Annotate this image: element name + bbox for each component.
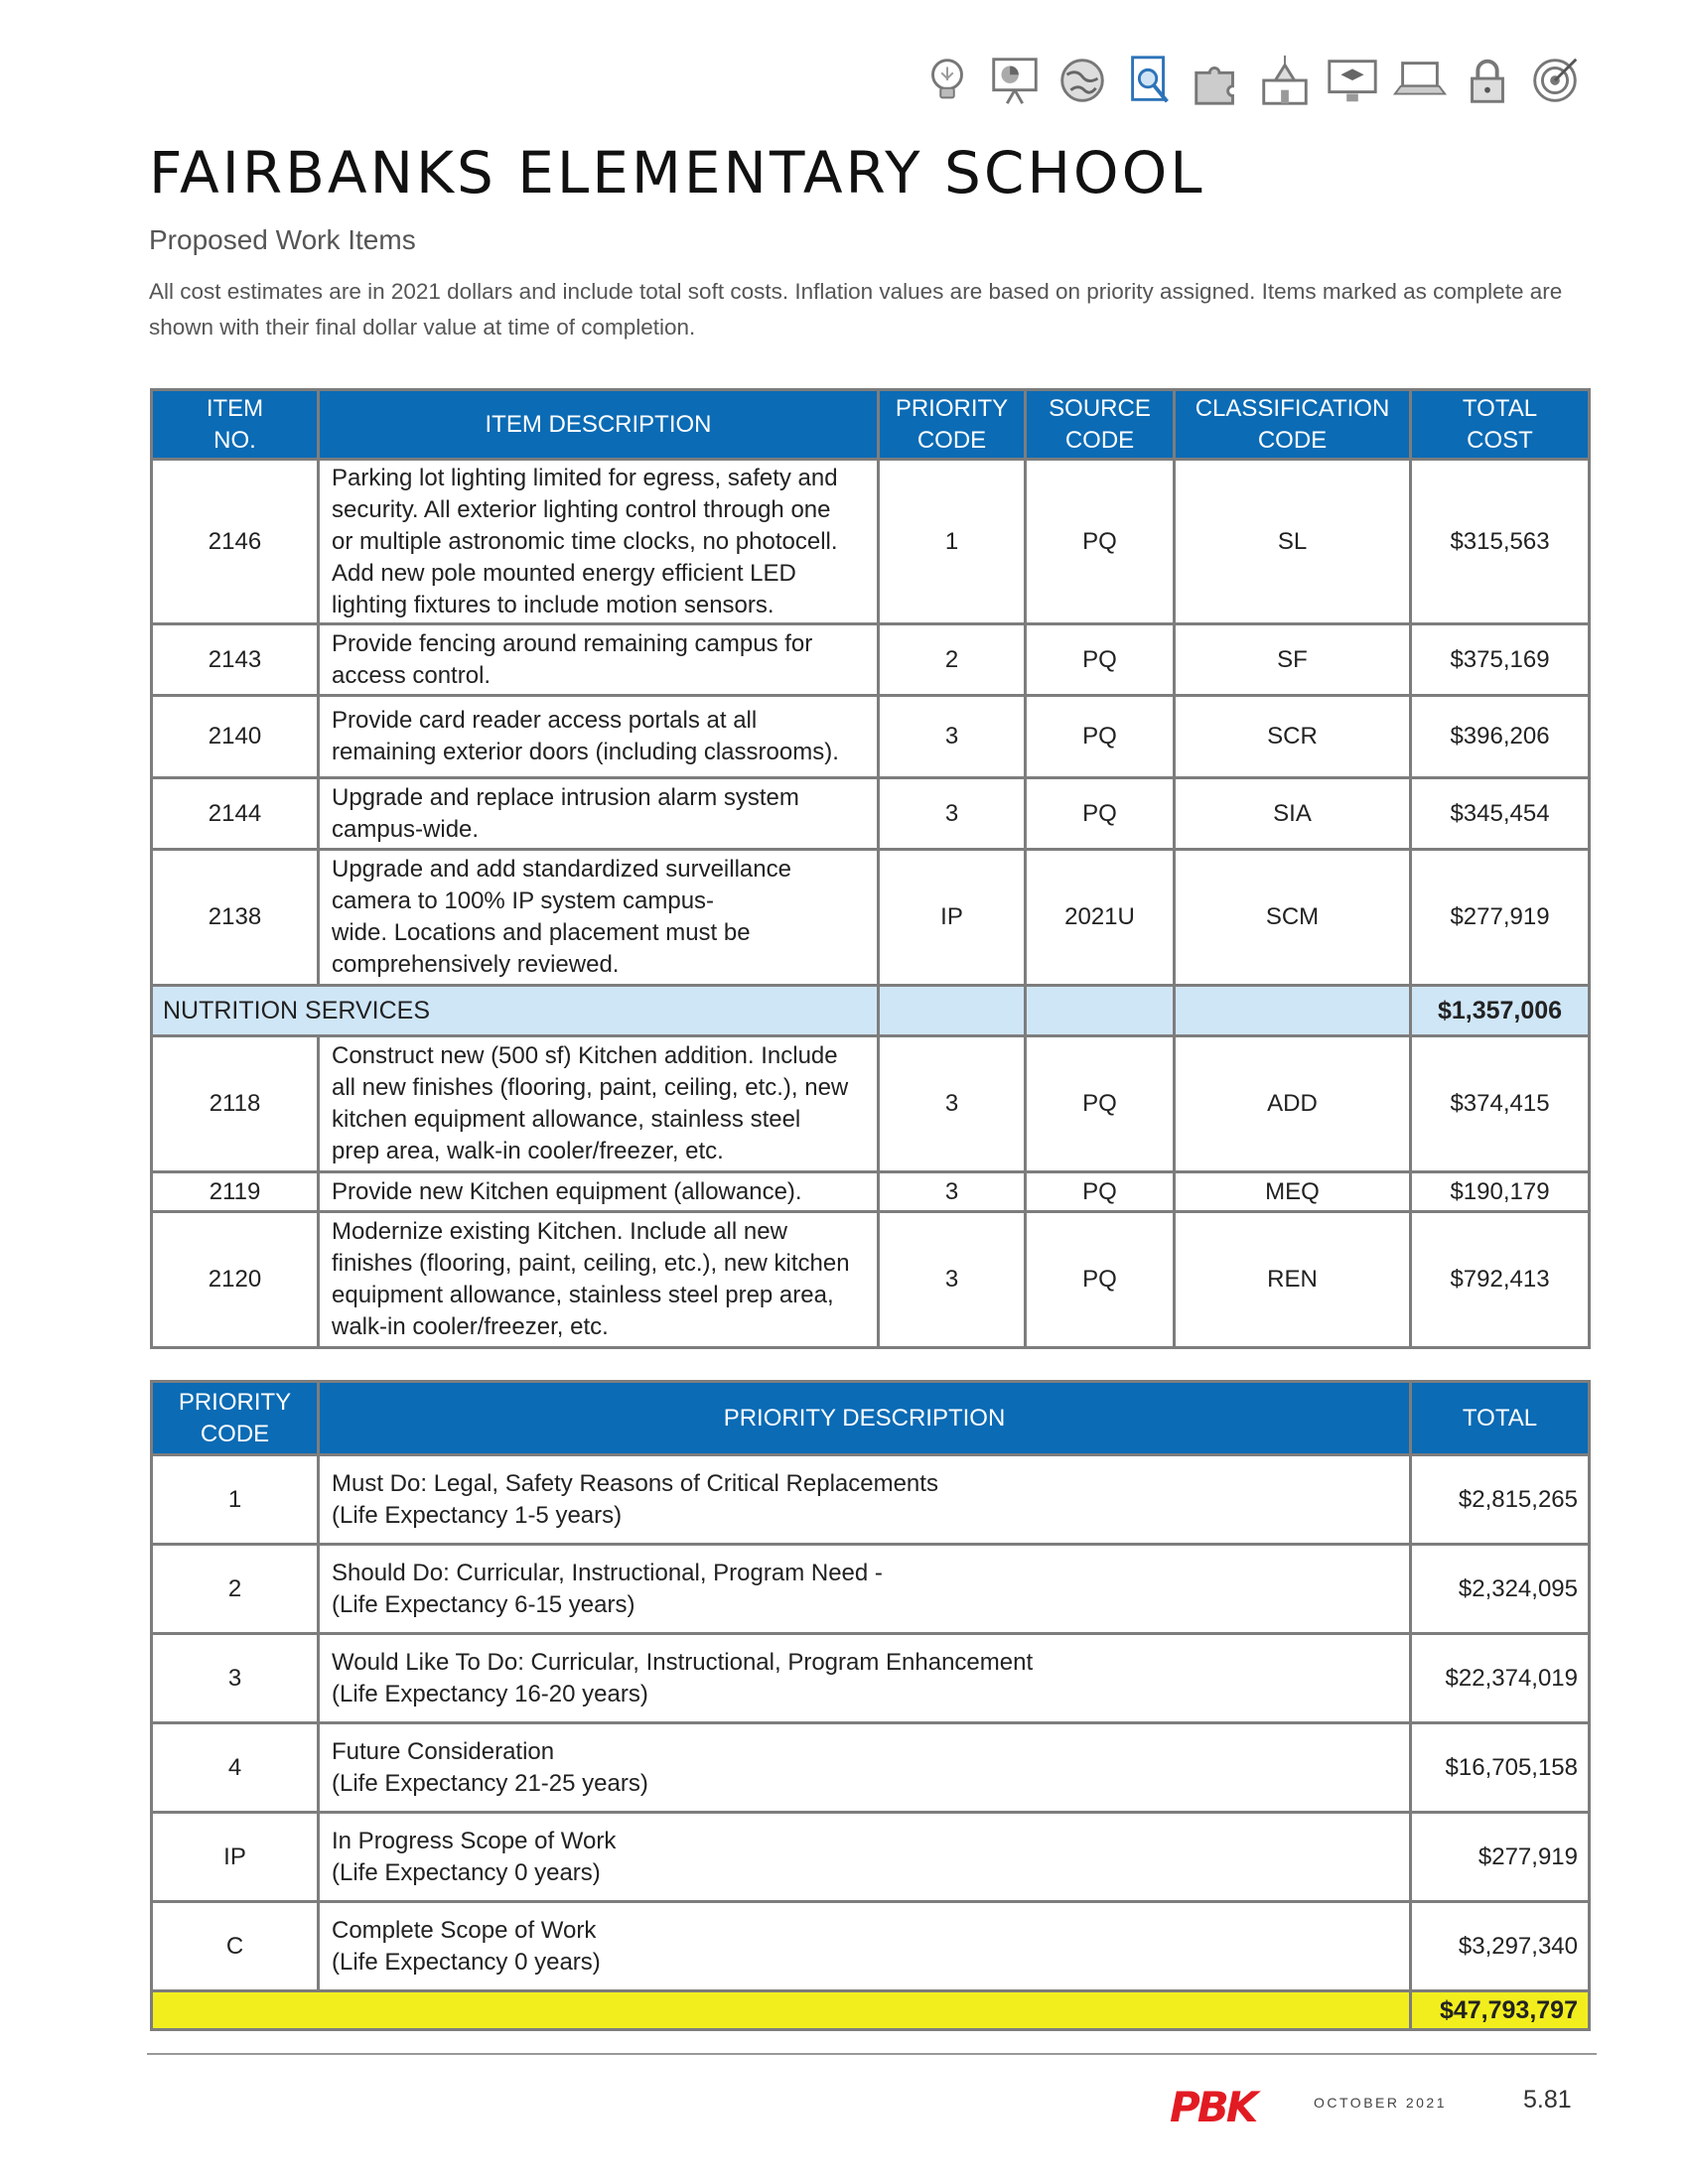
table-row — [152, 1036, 1590, 1172]
magnifier-document-icon — [1121, 52, 1179, 109]
classification-code: SCR — [1175, 696, 1411, 778]
item-description: Parking lot lighting limited for egress, safety and security. All exterior lighting control through one or multiple astronomic time clocks, no photocell. Add new pole mounted energy efficient LED lighting fixtures to include motion sensors. — [319, 460, 879, 624]
item-description: Provide card reader access portals at all remaining exterior doors (including classrooms). — [319, 696, 879, 778]
priority-code: 1 — [879, 460, 1026, 624]
section-empty-cell — [1175, 986, 1411, 1036]
page-number: 5.81 — [1523, 2086, 1572, 2114]
table-row — [152, 1902, 1590, 1991]
section-empty-cell — [879, 986, 1026, 1036]
priority-code: C — [152, 1902, 319, 1991]
item-description: Construct new (500 sf) Kitchen addition. Include all new finishes (flooring, paint, ceiling, etc.), new kitchen equipment allowance, stainless steel prep area, walk-in cooler/freezer, etc. — [319, 1036, 879, 1172]
grand-total-row — [152, 1991, 1590, 2030]
source-code: PQ — [1026, 1036, 1175, 1172]
source-code: PQ — [1026, 1172, 1175, 1212]
work-table-header-row — [152, 390, 1590, 460]
priority-description: Would Like To Do: Curricular, Instructional, Program Enhancement (Life Expectancy 16-20 years) — [319, 1634, 1411, 1723]
classification-code: REN — [1175, 1212, 1411, 1348]
priority-summary-table — [150, 1380, 1591, 2031]
header-priority-code: PRIORITY CODE — [879, 390, 1026, 460]
target-icon — [1526, 52, 1584, 109]
table-row — [152, 1172, 1590, 1212]
priority-code: 1 — [152, 1455, 319, 1545]
classification-code: MEQ — [1175, 1172, 1411, 1212]
priority-code: 2 — [879, 624, 1026, 696]
section-total: $1,357,006 — [1411, 986, 1590, 1036]
priority-description: Must Do: Legal, Safety Reasons of Critical Replacements (Life Expectancy 1-5 years) — [319, 1455, 1411, 1545]
item-no: 2140 — [152, 696, 319, 778]
priority-description: Future Consideration (Life Expectancy 21-25 years) — [319, 1723, 1411, 1813]
presentation-board-icon — [986, 52, 1044, 109]
table-row — [152, 696, 1590, 778]
item-no: 2146 — [152, 460, 319, 624]
header-priority-description: PRIORITY DESCRIPTION — [319, 1382, 1411, 1455]
priority-code: IP — [152, 1813, 319, 1902]
pbk-logo: PBK — [1170, 2083, 1256, 2131]
table-row — [152, 850, 1590, 986]
work-items-table — [150, 388, 1591, 1349]
priority-code: 4 — [152, 1723, 319, 1813]
total-cost: $277,919 — [1411, 850, 1590, 986]
item-no: 2119 — [152, 1172, 319, 1212]
table-row — [152, 1455, 1590, 1545]
item-no: 2138 — [152, 850, 319, 986]
item-no: 2143 — [152, 624, 319, 696]
footer-divider — [147, 2053, 1597, 2055]
total-cost: $792,413 — [1411, 1212, 1590, 1348]
item-no: 2120 — [152, 1212, 319, 1348]
header-total-cost: TOTAL COST — [1411, 390, 1590, 460]
total-cost: $345,454 — [1411, 778, 1590, 850]
section-empty-cell — [1026, 986, 1175, 1036]
school-building-icon — [1256, 52, 1314, 109]
priority-code: 3 — [879, 1036, 1026, 1172]
table-row — [152, 1813, 1590, 1902]
classification-code: SL — [1175, 460, 1411, 624]
source-code: PQ — [1026, 1212, 1175, 1348]
item-description: Provide fencing around remaining campus for access control. — [319, 624, 879, 696]
laptop-icon — [1391, 52, 1449, 109]
header-icon-strip — [918, 52, 1584, 109]
source-code: PQ — [1026, 460, 1175, 624]
priority-description: In Progress Scope of Work (Life Expectancy 0 years) — [319, 1813, 1411, 1902]
table-row — [152, 624, 1590, 696]
classification-code: ADD — [1175, 1036, 1411, 1172]
globe-icon — [1054, 52, 1111, 109]
priority-code: 3 — [152, 1634, 319, 1723]
priority-code: 3 — [879, 696, 1026, 778]
table-row — [152, 460, 1590, 624]
source-code: PQ — [1026, 778, 1175, 850]
page-subtitle: Proposed Work Items — [149, 224, 416, 255]
header-item-description: ITEM DESCRIPTION — [319, 390, 879, 460]
total-cost: $374,415 — [1411, 1036, 1590, 1172]
priority-total: $3,297,340 — [1411, 1902, 1590, 1991]
classification-code: SF — [1175, 624, 1411, 696]
header-item-no: ITEM NO. — [152, 390, 319, 460]
priority-code: 3 — [879, 1172, 1026, 1212]
item-description: Modernize existing Kitchen. Include all new finishes (flooring, paint, ceiling, etc.), new kitchen equipment allowance, stainless steel prep area, walk-in cooler/freezer, etc. — [319, 1212, 879, 1348]
grand-total: $47,793,797 — [1411, 1991, 1590, 2030]
item-description: Upgrade and replace intrusion alarm system campus-wide. — [319, 778, 879, 850]
priority-total: $277,919 — [1411, 1813, 1590, 1902]
page-title: FAIRBANKS ELEMENTARY SCHOOL — [149, 139, 1205, 206]
total-cost: $396,206 — [1411, 696, 1590, 778]
priority-total: $2,324,095 — [1411, 1545, 1590, 1634]
classification-code: SIA — [1175, 778, 1411, 850]
lightbulb-icon — [918, 52, 976, 109]
source-code: PQ — [1026, 696, 1175, 778]
item-no: 2144 — [152, 778, 319, 850]
puzzle-pieces-icon — [1189, 52, 1246, 109]
priority-description: Should Do: Curricular, Instructional, Program Need - (Life Expectancy 6-15 years) — [319, 1545, 1411, 1634]
priority-code: 3 — [879, 778, 1026, 850]
table-row — [152, 778, 1590, 850]
monitor-graduation-icon — [1324, 52, 1381, 109]
source-code: 2021U — [1026, 850, 1175, 986]
priority-description: Complete Scope of Work (Life Expectancy 0 years) — [319, 1902, 1411, 1991]
item-no: 2118 — [152, 1036, 319, 1172]
table-row — [152, 1212, 1590, 1348]
item-description: Provide new Kitchen equipment (allowance). — [319, 1172, 879, 1212]
header-classification-code: CLASSIFICATION CODE — [1175, 390, 1411, 460]
intro-paragraph: All cost estimates are in 2021 dollars and include total soft costs. Inflation values are based on priority assigned. Items marked as complete are shown with their final dollar value at time of completion. — [149, 279, 1563, 340]
priority-code: IP — [879, 850, 1026, 986]
table-row — [152, 1545, 1590, 1634]
priority-code: 3 — [879, 1212, 1026, 1348]
priority-code: 2 — [152, 1545, 319, 1634]
section-row-nutrition-services — [152, 986, 1590, 1036]
padlock-icon — [1459, 52, 1516, 109]
priority-total: $22,374,019 — [1411, 1634, 1590, 1723]
source-code: PQ — [1026, 624, 1175, 696]
priority-total: $16,705,158 — [1411, 1723, 1590, 1813]
total-cost: $375,169 — [1411, 624, 1590, 696]
header-priority-code: PRIORITY CODE — [152, 1382, 319, 1455]
section-name: NUTRITION SERVICES — [152, 986, 879, 1036]
grand-total-spacer — [152, 1991, 1411, 2030]
header-total: TOTAL — [1411, 1382, 1590, 1455]
header-source-code: SOURCE CODE — [1026, 390, 1175, 460]
priority-table-header-row — [152, 1382, 1590, 1455]
priority-total: $2,815,265 — [1411, 1455, 1590, 1545]
total-cost: $315,563 — [1411, 460, 1590, 624]
table-row — [152, 1634, 1590, 1723]
item-description: Upgrade and add standardized surveillance camera to 100% IP system campus- wide. Locations and placement must be comprehensively reviewed. — [319, 850, 879, 986]
table-row — [152, 1723, 1590, 1813]
footer-date: OCTOBER 2021 — [1314, 2095, 1448, 2111]
total-cost: $190,179 — [1411, 1172, 1590, 1212]
classification-code: SCM — [1175, 850, 1411, 986]
